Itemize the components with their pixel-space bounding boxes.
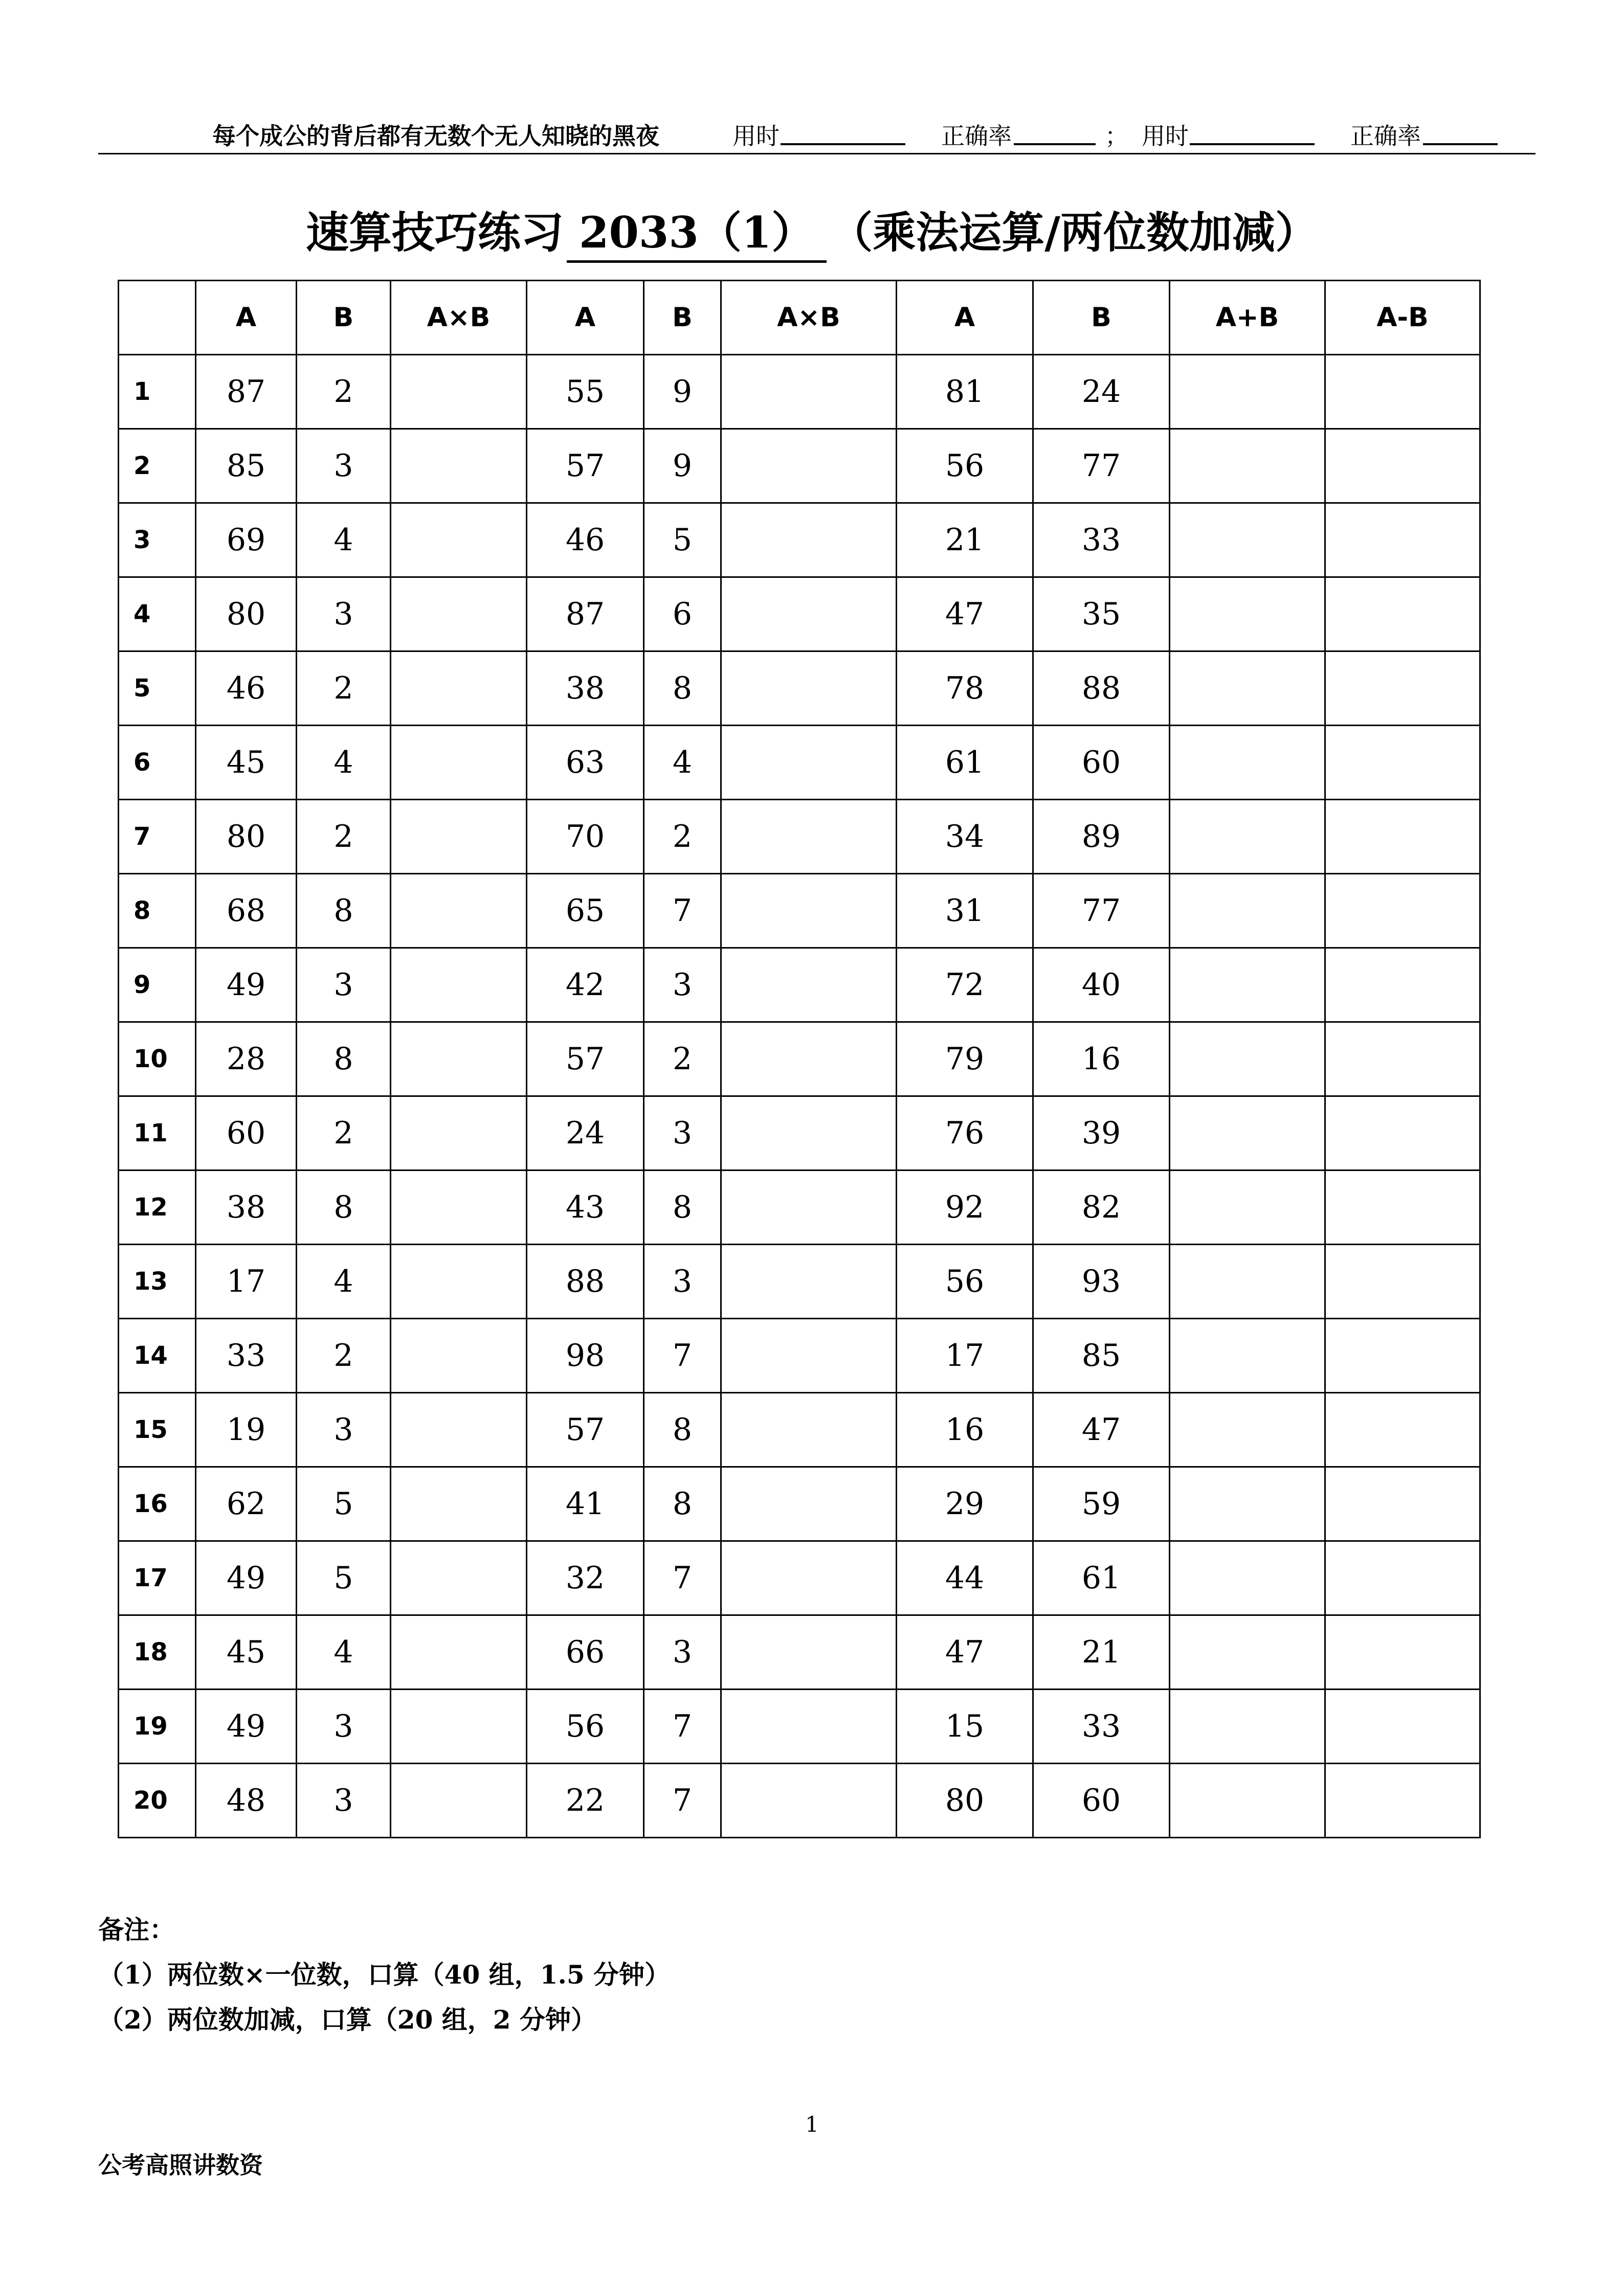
operand-cell: 57: [527, 429, 644, 503]
answer-cell[interactable]: [1170, 503, 1325, 577]
answer-cell[interactable]: [1170, 1319, 1325, 1393]
operand-cell: 63: [527, 726, 644, 800]
answer-cell[interactable]: [391, 1393, 527, 1467]
operand-cell: 85: [196, 429, 297, 503]
operand-cell: 4: [644, 726, 721, 800]
accuracy-label-1: 正确率: [941, 122, 1012, 150]
operand-cell: 61: [897, 726, 1033, 800]
operand-cell: 60: [1033, 726, 1170, 800]
operand-cell: 3: [644, 948, 721, 1022]
answer-cell[interactable]: [721, 503, 897, 577]
answer-cell[interactable]: [391, 651, 527, 726]
operand-cell: 2: [297, 1319, 391, 1393]
title-suffix: （乘法运算/两位数加减）: [830, 207, 1318, 258]
operand-cell: 17: [897, 1319, 1033, 1393]
answer-cell[interactable]: [1325, 1690, 1480, 1764]
operand-cell: 69: [196, 503, 297, 577]
answer-cell[interactable]: [391, 1690, 527, 1764]
answer-cell[interactable]: [721, 1245, 897, 1319]
answer-cell[interactable]: [391, 874, 527, 948]
answer-cell[interactable]: [1325, 1245, 1480, 1319]
answer-cell[interactable]: [1170, 874, 1325, 948]
table-row: [119, 577, 1480, 651]
operand-cell: 82: [1033, 1170, 1170, 1245]
answer-cell[interactable]: [391, 1541, 527, 1615]
table-row: [119, 1319, 1480, 1393]
operand-cell: 3: [297, 1690, 391, 1764]
operand-cell: 46: [196, 651, 297, 726]
row-number: 20: [119, 1764, 196, 1838]
answer-cell[interactable]: [1325, 1615, 1480, 1690]
table-row: [119, 1690, 1480, 1764]
operand-cell: 2: [644, 1022, 721, 1096]
answer-cell[interactable]: [721, 429, 897, 503]
table-row: [119, 1096, 1480, 1170]
table-row: [119, 1393, 1480, 1467]
column-header: B: [297, 281, 391, 355]
answer-cell[interactable]: [391, 503, 527, 577]
operand-cell: 56: [897, 429, 1033, 503]
answer-cell[interactable]: [721, 1541, 897, 1615]
answer-cell[interactable]: [721, 1319, 897, 1393]
row-number: 13: [119, 1245, 196, 1319]
answer-cell[interactable]: [1325, 503, 1480, 577]
table-row: [119, 355, 1480, 429]
column-header: A+B: [1170, 281, 1325, 355]
page-header: [98, 108, 1536, 154]
answer-cell[interactable]: [1170, 800, 1325, 874]
column-header: A: [527, 281, 644, 355]
operand-cell: 8: [644, 1170, 721, 1245]
table-row: [119, 874, 1480, 948]
row-number: 2: [119, 429, 196, 503]
table-body: [119, 355, 1480, 1838]
row-number: 16: [119, 1467, 196, 1541]
answer-cell[interactable]: [721, 1690, 897, 1764]
header-separator: ；: [1105, 122, 1128, 150]
answer-cell[interactable]: [1170, 651, 1325, 726]
table-row: [119, 726, 1480, 800]
row-number: 6: [119, 726, 196, 800]
operand-cell: 4: [297, 1245, 391, 1319]
row-number: 3: [119, 503, 196, 577]
operand-cell: 62: [196, 1467, 297, 1541]
row-number: 1: [119, 355, 196, 429]
answer-cell[interactable]: [391, 1245, 527, 1319]
answer-cell[interactable]: [721, 651, 897, 726]
operand-cell: 7: [644, 1690, 721, 1764]
answer-cell[interactable]: [1325, 429, 1480, 503]
answer-cell[interactable]: [1170, 429, 1325, 503]
time-label-1: 用时: [732, 122, 780, 150]
operand-cell: 88: [527, 1245, 644, 1319]
operand-cell: 46: [527, 503, 644, 577]
operand-cell: 55: [527, 355, 644, 429]
answer-cell[interactable]: [391, 577, 527, 651]
operand-cell: 2: [297, 651, 391, 726]
operand-cell: 56: [527, 1690, 644, 1764]
row-number: 11: [119, 1096, 196, 1170]
answer-cell[interactable]: [1170, 577, 1325, 651]
operand-cell: 32: [527, 1541, 644, 1615]
operand-cell: 80: [196, 577, 297, 651]
operand-cell: 6: [644, 577, 721, 651]
column-header: A×B: [391, 281, 527, 355]
operand-cell: 49: [196, 1541, 297, 1615]
answer-cell[interactable]: [721, 1467, 897, 1541]
operand-cell: 16: [897, 1393, 1033, 1467]
operand-cell: 2: [297, 800, 391, 874]
table-row: [119, 1541, 1480, 1615]
operand-cell: 33: [1033, 503, 1170, 577]
operand-cell: 3: [297, 948, 391, 1022]
footer-text: 公考高照讲数资: [98, 2151, 263, 2179]
operand-cell: 45: [196, 726, 297, 800]
operand-cell: 24: [1033, 355, 1170, 429]
answer-cell[interactable]: [721, 948, 897, 1022]
answer-cell[interactable]: [721, 577, 897, 651]
page-number: 1: [805, 2112, 819, 2137]
operand-cell: 5: [297, 1541, 391, 1615]
operand-cell: 66: [527, 1615, 644, 1690]
row-number: 10: [119, 1022, 196, 1096]
notes-line-1: （1）两位数×一位数，口算（40 组，1.5 分钟）: [98, 1960, 671, 1990]
operand-cell: 33: [196, 1319, 297, 1393]
notes-heading: 备注：: [98, 1915, 175, 1945]
table-header-row: [119, 281, 1480, 355]
answer-cell[interactable]: [1325, 1096, 1480, 1170]
operand-cell: 88: [1033, 651, 1170, 726]
title-prefix: 速算技巧练习: [306, 207, 564, 258]
answer-cell[interactable]: [721, 355, 897, 429]
operand-cell: 81: [897, 355, 1033, 429]
answer-cell[interactable]: [391, 1170, 527, 1245]
operand-cell: 60: [196, 1096, 297, 1170]
answer-cell[interactable]: [391, 1615, 527, 1690]
answer-cell[interactable]: [1170, 1022, 1325, 1096]
operand-cell: 16: [1033, 1022, 1170, 1096]
column-header: A-B: [1325, 281, 1480, 355]
operand-cell: 3: [297, 1393, 391, 1467]
time-blank-1[interactable]: [781, 118, 905, 145]
operand-cell: 2: [297, 1096, 391, 1170]
accuracy-blank-2[interactable]: [1423, 118, 1498, 145]
title-code: 2033（1）: [567, 198, 827, 263]
time-label-2: 用时: [1142, 122, 1189, 150]
answer-cell[interactable]: [721, 1096, 897, 1170]
operand-cell: 89: [1033, 800, 1170, 874]
answer-cell[interactable]: [1325, 1467, 1480, 1541]
operand-cell: 9: [644, 429, 721, 503]
operand-cell: 48: [196, 1764, 297, 1838]
table-row: [119, 800, 1480, 874]
answer-cell[interactable]: [721, 874, 897, 948]
operand-cell: 24: [527, 1096, 644, 1170]
operand-cell: 3: [644, 1615, 721, 1690]
operand-cell: 7: [644, 1319, 721, 1393]
operand-cell: 39: [1033, 1096, 1170, 1170]
operand-cell: 3: [644, 1245, 721, 1319]
operand-cell: 61: [1033, 1541, 1170, 1615]
operand-cell: 4: [297, 1615, 391, 1690]
operand-cell: 42: [527, 948, 644, 1022]
operand-cell: 2: [297, 355, 391, 429]
operand-cell: 8: [297, 1170, 391, 1245]
answer-cell[interactable]: [721, 1022, 897, 1096]
table-row: [119, 429, 1480, 503]
operand-cell: 15: [897, 1690, 1033, 1764]
operand-cell: 49: [196, 1690, 297, 1764]
operand-cell: 9: [644, 355, 721, 429]
answer-cell[interactable]: [1170, 355, 1325, 429]
answer-cell[interactable]: [1170, 1245, 1325, 1319]
answer-cell[interactable]: [391, 726, 527, 800]
operand-cell: 8: [644, 1467, 721, 1541]
row-number: 5: [119, 651, 196, 726]
operand-cell: 38: [196, 1170, 297, 1245]
answer-cell[interactable]: [1325, 1393, 1480, 1467]
operand-cell: 19: [196, 1393, 297, 1467]
row-number: 15: [119, 1393, 196, 1467]
answer-cell[interactable]: [391, 1467, 527, 1541]
operand-cell: 80: [897, 1764, 1033, 1838]
operand-cell: 3: [297, 577, 391, 651]
operand-cell: 31: [897, 874, 1033, 948]
operand-cell: 59: [1033, 1467, 1170, 1541]
operand-cell: 4: [297, 503, 391, 577]
row-number: 14: [119, 1319, 196, 1393]
operand-cell: 3: [297, 429, 391, 503]
operand-cell: 22: [527, 1764, 644, 1838]
practice-table: [118, 280, 1481, 1838]
column-header: A: [196, 281, 297, 355]
answer-cell[interactable]: [1325, 355, 1480, 429]
operand-cell: 5: [297, 1467, 391, 1541]
answer-cell[interactable]: [1170, 1541, 1325, 1615]
table-row: [119, 1022, 1480, 1096]
answer-cell[interactable]: [721, 1170, 897, 1245]
notes-section: [98, 1907, 670, 2042]
operand-cell: 8: [644, 1393, 721, 1467]
answer-cell[interactable]: [391, 355, 527, 429]
answer-cell[interactable]: [1325, 1764, 1480, 1838]
operand-cell: 21: [897, 503, 1033, 577]
operand-cell: 47: [897, 1615, 1033, 1690]
operand-cell: 7: [644, 874, 721, 948]
answer-cell[interactable]: [721, 726, 897, 800]
operand-cell: 8: [297, 874, 391, 948]
answer-cell[interactable]: [1170, 1690, 1325, 1764]
answer-cell[interactable]: [391, 1319, 527, 1393]
accuracy-blank-1[interactable]: [1014, 118, 1096, 145]
table-row: [119, 651, 1480, 726]
table-row: [119, 1170, 1480, 1245]
answer-cell[interactable]: [1170, 948, 1325, 1022]
table-row: [119, 1467, 1480, 1541]
answer-cell[interactable]: [391, 1096, 527, 1170]
operand-cell: 8: [644, 651, 721, 726]
operand-cell: 92: [897, 1170, 1033, 1245]
answer-cell[interactable]: [1170, 1764, 1325, 1838]
operand-cell: 2: [644, 800, 721, 874]
answer-cell[interactable]: [391, 948, 527, 1022]
page-title: [0, 198, 1624, 263]
operand-cell: 65: [527, 874, 644, 948]
operand-cell: 8: [297, 1022, 391, 1096]
answer-cell[interactable]: [1170, 1615, 1325, 1690]
row-number: 7: [119, 800, 196, 874]
header-divider: [98, 153, 1536, 154]
answer-cell[interactable]: [1170, 726, 1325, 800]
row-number: 19: [119, 1690, 196, 1764]
column-header: B: [644, 281, 721, 355]
operand-cell: 68: [196, 874, 297, 948]
answer-cell[interactable]: [1170, 1467, 1325, 1541]
answer-cell[interactable]: [1325, 1541, 1480, 1615]
answer-cell[interactable]: [721, 1764, 897, 1838]
answer-cell[interactable]: [721, 1393, 897, 1467]
answer-cell[interactable]: [1325, 651, 1480, 726]
operand-cell: 41: [527, 1467, 644, 1541]
column-header: B: [1033, 281, 1170, 355]
operand-cell: 35: [1033, 577, 1170, 651]
column-header: A×B: [721, 281, 897, 355]
answer-cell[interactable]: [1325, 948, 1480, 1022]
operand-cell: 29: [897, 1467, 1033, 1541]
answer-cell[interactable]: [1170, 1393, 1325, 1467]
notes-line-2: （2）两位数加减，口算（20 组，2 分钟）: [98, 2005, 596, 2035]
row-number: 4: [119, 577, 196, 651]
operand-cell: 47: [1033, 1393, 1170, 1467]
operand-cell: 70: [527, 800, 644, 874]
operand-cell: 34: [897, 800, 1033, 874]
table-row: [119, 1764, 1480, 1838]
answer-cell[interactable]: [1325, 1170, 1480, 1245]
row-number: 12: [119, 1170, 196, 1245]
operand-cell: 3: [297, 1764, 391, 1838]
operand-cell: 78: [897, 651, 1033, 726]
time-blank-2[interactable]: [1190, 118, 1315, 145]
operand-cell: 21: [1033, 1615, 1170, 1690]
operand-cell: 57: [527, 1022, 644, 1096]
operand-cell: 40: [1033, 948, 1170, 1022]
operand-cell: 57: [527, 1393, 644, 1467]
operand-cell: 43: [527, 1170, 644, 1245]
accuracy-label-2: 正确率: [1350, 122, 1421, 150]
operand-cell: 85: [1033, 1319, 1170, 1393]
row-number: 9: [119, 948, 196, 1022]
answer-cell[interactable]: [1170, 1170, 1325, 1245]
answer-cell[interactable]: [391, 1764, 527, 1838]
column-header: [119, 281, 196, 355]
operand-cell: 5: [644, 503, 721, 577]
column-header: A: [897, 281, 1033, 355]
operand-cell: 76: [897, 1096, 1033, 1170]
answer-cell[interactable]: [1325, 1319, 1480, 1393]
motto-text: 每个成公的背后都有无数个无人知晓的黑夜: [212, 122, 659, 150]
operand-cell: 60: [1033, 1764, 1170, 1838]
operand-cell: 4: [297, 726, 391, 800]
operand-cell: 49: [196, 948, 297, 1022]
operand-cell: 17: [196, 1245, 297, 1319]
answer-cell[interactable]: [391, 800, 527, 874]
operand-cell: 93: [1033, 1245, 1170, 1319]
operand-cell: 72: [897, 948, 1033, 1022]
answer-cell[interactable]: [1325, 577, 1480, 651]
answer-cell[interactable]: [1325, 800, 1480, 874]
operand-cell: 87: [196, 355, 297, 429]
operand-cell: 80: [196, 800, 297, 874]
operand-cell: 28: [196, 1022, 297, 1096]
operand-cell: 7: [644, 1764, 721, 1838]
answer-cell[interactable]: [721, 1615, 897, 1690]
operand-cell: 33: [1033, 1690, 1170, 1764]
table-row: [119, 1615, 1480, 1690]
answer-cell[interactable]: [1170, 1096, 1325, 1170]
operand-cell: 3: [644, 1096, 721, 1170]
answer-cell[interactable]: [391, 429, 527, 503]
table-row: [119, 1245, 1480, 1319]
answer-cell[interactable]: [1325, 874, 1480, 948]
row-number: 18: [119, 1615, 196, 1690]
operand-cell: 7: [644, 1541, 721, 1615]
operand-cell: 77: [1033, 429, 1170, 503]
operand-cell: 98: [527, 1319, 644, 1393]
table-row: [119, 948, 1480, 1022]
answer-cell[interactable]: [391, 1022, 527, 1096]
answer-cell[interactable]: [1325, 726, 1480, 800]
operand-cell: 44: [897, 1541, 1033, 1615]
table-row: [119, 503, 1480, 577]
operand-cell: 38: [527, 651, 644, 726]
operand-cell: 77: [1033, 874, 1170, 948]
operand-cell: 79: [897, 1022, 1033, 1096]
operand-cell: 56: [897, 1245, 1033, 1319]
answer-cell[interactable]: [1325, 1022, 1480, 1096]
operand-cell: 47: [897, 577, 1033, 651]
row-number: 17: [119, 1541, 196, 1615]
row-number: 8: [119, 874, 196, 948]
answer-cell[interactable]: [721, 800, 897, 874]
operand-cell: 87: [527, 577, 644, 651]
operand-cell: 45: [196, 1615, 297, 1690]
